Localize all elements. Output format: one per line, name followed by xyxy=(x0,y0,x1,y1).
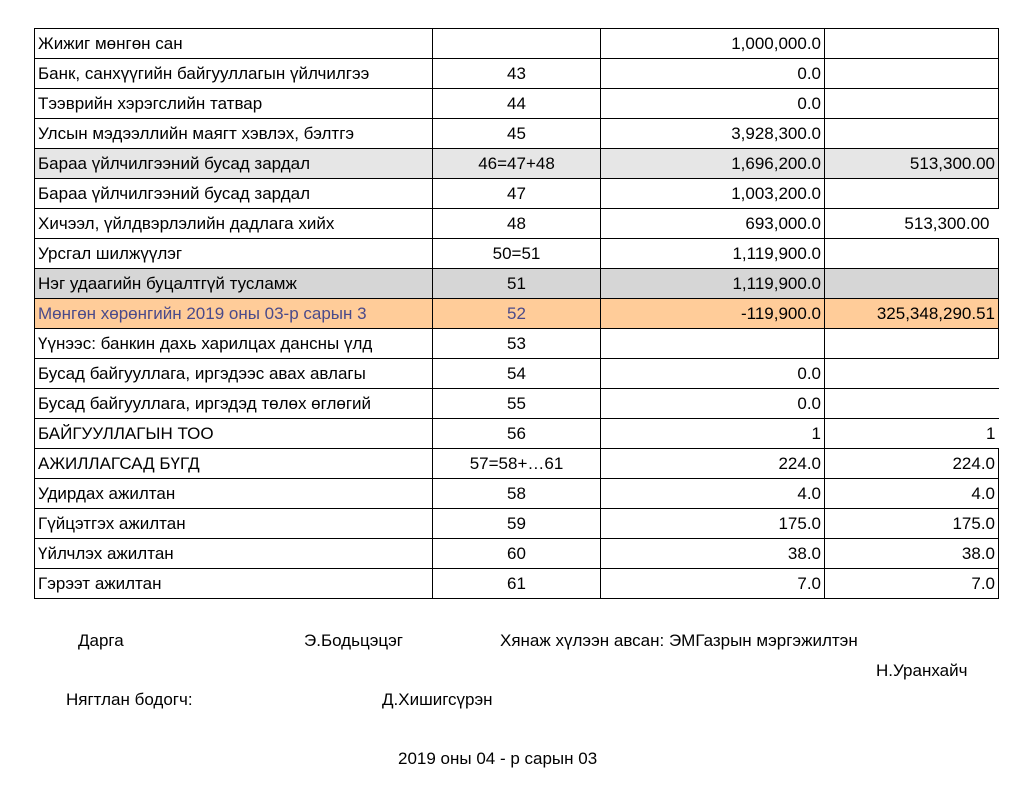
row-value-1: 1,696,200.0 xyxy=(601,149,825,179)
row-value-2 xyxy=(825,239,999,269)
row-value-2 xyxy=(825,359,999,389)
table-row xyxy=(35,569,999,599)
row-value-2: 175.0 xyxy=(825,509,999,539)
row-value-1: 224.0 xyxy=(601,449,825,479)
row-code: 55 xyxy=(433,389,601,419)
row-value-1: 4.0 xyxy=(601,479,825,509)
row-value-1 xyxy=(601,329,825,359)
row-code xyxy=(433,29,601,59)
row-value-2: 7.0 xyxy=(825,569,999,599)
table-row xyxy=(35,119,999,149)
row-value-2 xyxy=(825,389,999,419)
row-value-2 xyxy=(825,29,999,59)
row-label: Нэг удаагийн буцалтгүй тусламж xyxy=(35,269,433,299)
row-code: 60 xyxy=(433,539,601,569)
row-code: 56 xyxy=(433,419,601,449)
row-code: 46=47+48 xyxy=(433,149,601,179)
row-value-1: 0.0 xyxy=(601,89,825,119)
row-value-2 xyxy=(825,179,999,209)
row-label: Тээврийн хэрэгслийн татвар xyxy=(35,89,433,119)
table-row xyxy=(35,299,999,329)
table-row xyxy=(35,509,999,539)
table-row xyxy=(35,179,999,209)
row-code: 58 xyxy=(433,479,601,509)
row-label: Бусад байгууллага, иргэдээс авах авлагы xyxy=(35,359,433,389)
row-value-2 xyxy=(825,89,999,119)
row-value-2: 513,300.00 xyxy=(825,149,999,179)
row-code: 45 xyxy=(433,119,601,149)
row-label: Банк, санхүүгийн байгууллагын үйлчилгээ xyxy=(35,59,433,89)
report-date: 2019 оны 04 - р сарын 03 xyxy=(398,749,598,768)
row-code: 47 xyxy=(433,179,601,209)
row-code: 51 xyxy=(433,269,601,299)
table-row xyxy=(35,389,999,419)
row-code: 52 xyxy=(433,299,601,329)
row-value-1: 0.0 xyxy=(601,359,825,389)
row-value-1: 693,000.0 xyxy=(601,209,825,239)
row-value-1: 0.0 xyxy=(601,59,825,89)
table-row xyxy=(35,209,999,239)
row-label: Үйлчлэх ажилтан xyxy=(35,539,433,569)
row-value-1: 1,119,900.0 xyxy=(601,269,825,299)
accountant-name: Д.Хишигсүрэн xyxy=(382,690,493,709)
row-code: 48 xyxy=(433,209,601,239)
table-row xyxy=(35,239,999,269)
row-value-1: 38.0 xyxy=(601,539,825,569)
row-value-1: 0.0 xyxy=(601,389,825,419)
row-code: 53 xyxy=(433,329,601,359)
row-label: Гүйцэтгэх ажилтан xyxy=(35,509,433,539)
report-table xyxy=(34,28,999,599)
row-value-1: 1,000,000.0 xyxy=(601,29,825,59)
table-row xyxy=(35,269,999,299)
row-value-2: 1 xyxy=(825,419,999,449)
row-label: Бараа үйлчилгээний бусад зардал xyxy=(35,179,433,209)
row-code: 43 xyxy=(433,59,601,89)
row-value-1: 3,928,300.0 xyxy=(601,119,825,149)
table-row xyxy=(35,29,999,59)
row-value-2: 325,348,290.51 xyxy=(825,299,999,329)
row-label: БАЙГУУЛЛАГЫН ТОО xyxy=(35,419,433,449)
table-row xyxy=(35,479,999,509)
row-label: Удирдах ажилтан xyxy=(35,479,433,509)
table-row xyxy=(35,149,999,179)
row-code: 61 xyxy=(433,569,601,599)
row-value-1: -119,900.0 xyxy=(601,299,825,329)
row-value-2 xyxy=(825,209,999,239)
table-row xyxy=(35,59,999,89)
row-value-1: 1,119,900.0 xyxy=(601,239,825,269)
row-value-1: 1 xyxy=(601,419,825,449)
table-row xyxy=(35,89,999,119)
row-value-1: 7.0 xyxy=(601,569,825,599)
row-label: Хичээл, үйлдвэрлэлийн дадлага хийх xyxy=(35,209,433,239)
row-value-2: 224.0 xyxy=(825,449,999,479)
director-name: Э.Бодьцэцэг xyxy=(304,631,403,650)
accountant-title: Нягтлан бодогч: xyxy=(66,690,193,709)
director-title: Дарга xyxy=(78,631,124,650)
row-code: 50=51 xyxy=(433,239,601,269)
row-value-2: 38.0 xyxy=(825,539,999,569)
row-value-2 xyxy=(825,119,999,149)
table-row xyxy=(35,329,999,359)
row-code: 59 xyxy=(433,509,601,539)
table-row xyxy=(35,539,999,569)
row-label: Бараа үйлчилгээний бусад зардал xyxy=(35,149,433,179)
row-label: АЖИЛЛАГСАД БҮГД xyxy=(35,449,433,479)
table-row xyxy=(35,359,999,389)
row-value-2 xyxy=(825,59,999,89)
reviewed-text: Хянаж хүлээн авсан: ЭМГазрын мэргэжилтэн xyxy=(500,631,858,650)
row-label: Гэрээт ажилтан xyxy=(35,569,433,599)
reviewer-name: Н.Уранхайч xyxy=(876,661,968,680)
row-value-2-text: 513,300.00 xyxy=(904,214,990,233)
table-row xyxy=(35,419,999,449)
row-label: Үүнээс: банкин дахь харилцах дансны үлд xyxy=(35,329,433,359)
row-label: Жижиг мөнгөн сан xyxy=(35,29,433,59)
row-value-2: 4.0 xyxy=(825,479,999,509)
row-value-2 xyxy=(825,269,999,299)
row-label: Бусад байгууллага, иргэдэд төлөх өглөгий xyxy=(35,389,433,419)
row-code: 54 xyxy=(433,359,601,389)
table-row xyxy=(35,449,999,479)
row-label: Урсгал шилжүүлэг xyxy=(35,239,433,269)
row-value-1: 175.0 xyxy=(601,509,825,539)
row-value-1: 1,003,200.0 xyxy=(601,179,825,209)
row-code: 44 xyxy=(433,89,601,119)
row-value-2 xyxy=(825,329,999,359)
row-code: 57=58+…61 xyxy=(433,449,601,479)
row-label: Улсын мэдээллийн маягт хэвлэх, бэлтгэ xyxy=(35,119,433,149)
row-label: Мөнгөн хөрөнгийн 2019 оны 03-р сарын 3 xyxy=(35,299,433,329)
